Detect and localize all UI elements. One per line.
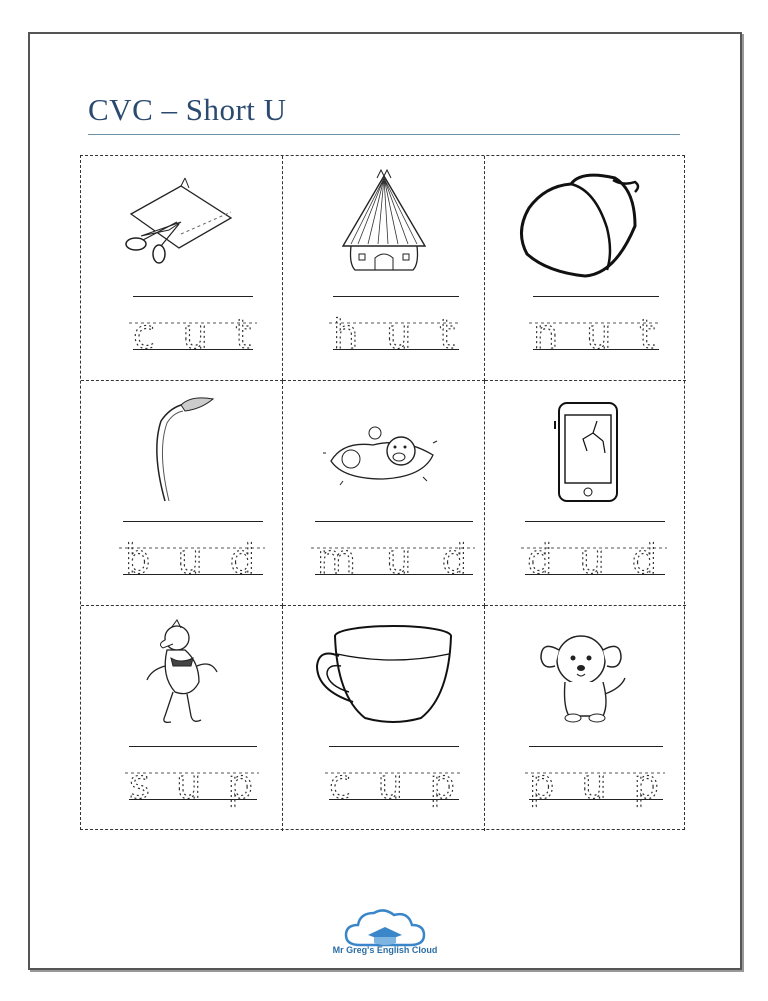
trace-word-text: pup (529, 762, 659, 808)
word-card-cup (283, 606, 485, 831)
trace-word (329, 301, 463, 361)
writing-line-top (315, 521, 473, 522)
trace-word-text: hut (333, 312, 455, 358)
trace-word (325, 751, 463, 811)
worksheet-title: CVC – Short U (88, 92, 287, 127)
trace-word-text: mud (317, 537, 467, 583)
word-card-nut (485, 156, 686, 381)
word-card-sup (81, 606, 283, 831)
trace-word (311, 526, 477, 586)
title-underline (88, 134, 680, 135)
trace-word (521, 526, 669, 586)
word-card-bud (81, 381, 283, 606)
trace-word (125, 751, 261, 825)
trace-word (529, 301, 663, 361)
writing-line-top (529, 746, 663, 747)
writing-line-top (525, 521, 665, 522)
cracked-phone-icon (485, 381, 686, 511)
trace-word-text: bud (125, 537, 255, 583)
trace-word-text: nut (533, 312, 655, 358)
trace-word-text: dud (527, 537, 657, 583)
writing-line-top (129, 746, 257, 747)
straw-hut-icon (283, 156, 485, 296)
word-card-hut (283, 156, 485, 381)
scissors-cutting-paper-icon (81, 156, 283, 296)
duck-waving-icon (81, 606, 283, 746)
pig-in-mud-icon (283, 381, 485, 511)
writing-line-top (533, 296, 659, 297)
cup-icon (283, 606, 485, 746)
plant-bud-icon (81, 381, 283, 511)
trace-word (119, 526, 267, 586)
trace-word (525, 751, 667, 825)
footer-logo-text: Mr Greg's English Cloud (332, 945, 438, 955)
word-card-mud (283, 381, 485, 606)
trace-word-text: cup (329, 762, 455, 808)
acorn-icon (485, 156, 686, 296)
trace-word-text: cut (133, 312, 251, 358)
writing-line-top (329, 746, 459, 747)
word-grid (80, 155, 685, 830)
trace-word (129, 301, 259, 361)
writing-line-top (333, 296, 459, 297)
writing-line-top (133, 296, 253, 297)
word-card-pup (485, 606, 686, 831)
word-card-dud (485, 381, 686, 606)
trace-word-text: sup (129, 762, 253, 808)
puppy-icon (485, 606, 686, 746)
writing-line-top (123, 521, 263, 522)
word-card-cut (81, 156, 283, 381)
